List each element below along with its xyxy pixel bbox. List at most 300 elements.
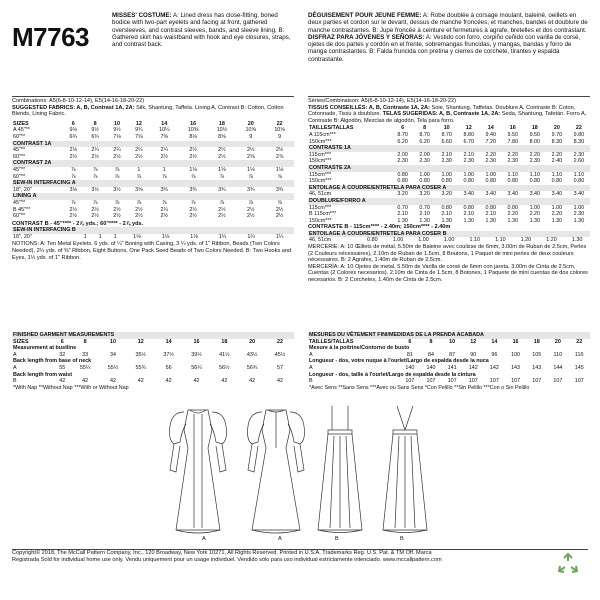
row-value: 3.20 [397, 191, 408, 198]
fabrics-fr-title: TISSUS CONSEILLÉS: A, B, Contraste 1A, 2A: [308, 104, 430, 111]
group-title: SEW-IN INTERFACING B [12, 227, 294, 234]
nap-legend: *Avec Sens **Sans Sens ***Avec ou Sans Sens *Con Pelillo **Sin Pelillo ***Con o Sin Pelillo [309, 384, 530, 391]
row-value: 1 [162, 166, 166, 173]
size-header: 10 [114, 120, 121, 127]
combinations-fr: Séries/Combinaison: A5(6-8-10-12-14), E5(14-16-18-20-22) [308, 96, 590, 105]
sketch-label-3: B [335, 536, 339, 542]
row-value: 0.70 [419, 204, 430, 211]
row-value: 2.10 [419, 211, 430, 218]
size-header: 20 [554, 338, 561, 345]
row-value: 55¼ [79, 364, 91, 371]
row-value: 2.30 [485, 158, 496, 165]
row-value: 2½ [189, 147, 197, 154]
row-value: 140 [405, 364, 415, 371]
row-value: 0.80 [419, 178, 430, 185]
row-value: 1.30 [573, 217, 585, 224]
row-value: 0.80 [551, 178, 563, 185]
measurement-subtitle-row [308, 358, 590, 365]
row-value: 1¼ [218, 233, 227, 240]
row-value: 2.30 [441, 158, 452, 165]
row-value: 2½ [218, 153, 226, 160]
size-header: 6 [408, 338, 412, 345]
row-value: 1.30 [441, 217, 452, 224]
row-value: 2.10 [485, 211, 496, 218]
row-value: 84 [428, 351, 434, 358]
row-value: 1.10 [573, 171, 585, 178]
row-value: ⅞ [248, 173, 253, 180]
row-label: A 115cm*** [309, 131, 336, 138]
description-es-text: A: Vestido con forro, corpiño ceñido con varilla de corsé, ojetes de dos partes y cordón en el frente, sobremangas fruncidas, y mangas, bandas y forro de manga contrastantes. B: Falda fruncida con pretina y cierres de corchete, tirantes y espalda contrastante. [308, 33, 581, 63]
row-value: 1⅛ [161, 233, 170, 240]
row-value: 8.70 [397, 131, 408, 138]
row-label: 115cm*** [309, 171, 332, 178]
measurement-subtitle-row [12, 372, 294, 379]
row-value: ⅞ [136, 199, 142, 206]
row-value: 1⅛ [218, 166, 226, 173]
row-value: ⅞ [219, 199, 225, 206]
row-value: 0.80 [463, 204, 474, 211]
row-label: B 115cm*** [309, 211, 337, 218]
row-value: 1.30 [397, 217, 408, 224]
row-value: 1.00 [551, 204, 563, 211]
row-value: 9⅛ [69, 127, 77, 134]
measurement-subtitle: Back length from waist [13, 371, 73, 378]
row-value: 2.10 [463, 211, 474, 218]
row-value: 7.80 [507, 138, 519, 145]
finished-title-row [308, 332, 590, 339]
nap-legend-row [308, 385, 590, 392]
sizes-header-row [12, 339, 294, 346]
row-value: 3¾ [246, 186, 255, 193]
row-value: 9.70 [551, 131, 563, 138]
sketch-label-2: A [278, 536, 282, 542]
row-value: 55 [59, 364, 66, 371]
row-value: 1.00 [443, 237, 455, 244]
group-title-row [308, 145, 590, 152]
row-value: 2¼ [91, 147, 99, 154]
right-column [308, 96, 590, 284]
row-value: 3.40 [529, 191, 541, 198]
row-value: 9½ [113, 127, 121, 134]
size-header: 8 [93, 120, 97, 127]
row-value: 3⅛ [69, 186, 77, 193]
row-value: 3¾ [218, 186, 226, 193]
row-value: 2½ [91, 206, 99, 213]
row-label: A [309, 351, 313, 358]
row-value: 140 [426, 364, 436, 371]
row-value: ⅞ [92, 199, 98, 206]
skirt-b-back-sketch [383, 406, 427, 533]
size-header: 14 [161, 120, 168, 127]
row-value: 1.00 [529, 204, 541, 211]
row-value: 0.80 [485, 204, 496, 211]
table-row [12, 352, 294, 359]
interfacing-b-table-en [12, 227, 294, 240]
row-value: 2½ [218, 147, 226, 154]
row-label: 115cm*** [309, 204, 332, 211]
row-value: ⅞ [92, 173, 98, 180]
table-row [308, 211, 590, 218]
row-value: 143 [532, 364, 542, 371]
row-value: 1 [137, 166, 141, 173]
row-value: 2.20 [507, 151, 519, 158]
description-fr [308, 12, 590, 63]
row-value: 2.30 [507, 158, 519, 165]
row-value: 42 [277, 378, 284, 385]
row-value: 107 [532, 378, 542, 385]
row-value: 2.30 [573, 151, 585, 158]
row-label: 45"** [13, 147, 26, 154]
row-value: 1.00 [463, 171, 474, 178]
size-header: 6 [60, 338, 64, 345]
row-value: 107 [574, 378, 584, 385]
size-header: 16 [509, 125, 516, 132]
left-column [12, 96, 294, 261]
row-value: 142 [468, 364, 478, 371]
row-value: 1⅛ [189, 166, 197, 173]
row-value: ⅞ [114, 173, 120, 180]
row-value: 2⅛ [69, 147, 77, 154]
row-value: 41½ [219, 351, 230, 358]
row-value: 2¼ [160, 147, 169, 154]
row-value: ⅞ [114, 166, 120, 173]
fabrics-es-text: Seda, Shantung, Tafetán. Forro A, Contraste B: Algodón, Mezclas de algodón, Tela para forro. [308, 111, 587, 124]
row-label: B [13, 378, 17, 385]
interfacing-b-table-fr [308, 231, 590, 244]
measurement-subtitle-row [12, 358, 294, 365]
measurement-subtitle: Measurement at bustline [13, 345, 77, 352]
finished-title: FINISHED GARMENT MEASUREMENTS [12, 332, 294, 339]
row-value: ⅞ [277, 199, 282, 206]
measurement-subtitle: Longueur - dos, taille à l'ourlet/Largo de espalda desde la cintura [309, 371, 476, 378]
row-value: 3.40 [573, 191, 585, 198]
table-row [308, 139, 590, 146]
size-header: 6 [401, 125, 405, 132]
row-value: 10½ [216, 127, 228, 134]
row-value: 0.80 [529, 178, 541, 185]
table-row [12, 134, 294, 141]
size-header: 12 [465, 125, 472, 132]
row-value: 45½ [274, 351, 286, 358]
row-value: 9¾ [135, 127, 143, 134]
table-row [12, 174, 294, 181]
row-value: ⅞ [248, 199, 253, 206]
row-value: 2.20 [529, 211, 541, 218]
row-value: 6¾ [91, 133, 99, 140]
size-header: 6 [71, 120, 75, 127]
row-value: 2½ [160, 153, 169, 160]
footer [12, 549, 588, 564]
contrast-b-en: CONTRAST B - 45"**** - 2⅞ yds.; 60"**** - 2⅞ yds. [12, 220, 144, 227]
row-value: 2½ [69, 153, 77, 160]
description-en-text: A: Lined dress has close-fitting, boned bodice with two-part eyelets and facing at front, gathered oversleeves, and contrast sleeves, bands, and sleeve lining. B: Gathered skirt has waistband with hook and eye closures, straps, and contrast back. [112, 12, 291, 49]
row-value: 2.40 [551, 158, 563, 165]
row-value: 96 [491, 351, 498, 358]
row-value: 100 [511, 351, 521, 358]
size-header: 20 [553, 125, 560, 132]
row-label: 45"** [13, 199, 26, 206]
row-label: 60"** [13, 173, 26, 180]
row-value: 3.20 [441, 191, 452, 198]
measurement-subtitle-row [308, 345, 590, 352]
row-value: ⅞ [92, 166, 98, 173]
size-header: 12 [137, 338, 144, 345]
row-label: A [13, 364, 17, 371]
group-title-row [308, 231, 590, 238]
row-value: ⅞ [114, 199, 120, 206]
finished-title: MESURES DU VÊTEMENT FINI/MEDIDAS DE LA PRENDA ACABADA [308, 332, 590, 339]
table-row [308, 205, 590, 212]
row-label: A [13, 351, 17, 358]
size-header: 18 [218, 120, 225, 127]
row-value: 10⅝ [245, 127, 256, 134]
fabrics-fr [308, 105, 590, 125]
row-value: 1.30 [485, 217, 496, 224]
row-value: 7⅛ [135, 133, 143, 140]
row-value: 6¾ [69, 133, 77, 140]
row-value: 2½ [135, 153, 143, 160]
row-value: 2½ [135, 213, 143, 220]
table-row [308, 132, 590, 139]
row-value: 2½ [69, 213, 77, 220]
row-value: 0.80 [507, 204, 519, 211]
row-value: 42 [109, 378, 116, 385]
group-title-row [308, 185, 590, 192]
fabrics-en [12, 105, 294, 118]
row-value: 1.00 [441, 171, 452, 178]
row-label: B 45"** [13, 206, 31, 213]
combinations-en: Combinations: A5(6-8-10-12-14), E5(14-16-18-20-22) [12, 96, 294, 105]
row-value: 2.20 [529, 151, 541, 158]
sketch-label-4: B [400, 536, 404, 542]
group-title: ENTOILAGE À COUDRE/ENTRETELA PARA COSER A [308, 185, 590, 192]
size-header: 18 [531, 125, 538, 132]
row-value: ⅞ [71, 173, 76, 180]
row-value: 1.30 [419, 217, 430, 224]
size-header: 12 [135, 120, 142, 127]
row-value: 56¾ [246, 364, 258, 371]
group-title-row [308, 198, 590, 205]
group-title: CONTRAST 1A [12, 141, 294, 148]
row-value: 105 [532, 351, 542, 358]
group-title: CONTRAST 2A [12, 160, 294, 167]
row-value: 1.00 [573, 204, 585, 211]
finished-measurements-en [12, 332, 294, 391]
row-value: 2.20 [551, 151, 563, 158]
row-value: 2½ [275, 147, 284, 154]
row-value: 1.20 [546, 237, 557, 244]
row-value: 37½ [163, 351, 174, 358]
row-value: 0.80 [441, 204, 452, 211]
row-value: 2.30 [397, 158, 408, 165]
row-value: 55¾ [135, 364, 147, 371]
row-value: 3¾ [160, 186, 169, 193]
row-value: 0.80 [463, 178, 474, 185]
row-value: 90 [470, 351, 477, 358]
size-header: 22 [576, 338, 583, 345]
row-value: 0.80 [441, 178, 452, 185]
row-value: 2½ [218, 213, 226, 220]
row-value: 8.00 [529, 138, 541, 145]
group-title-row [12, 227, 294, 234]
row-value: 0.80 [485, 178, 496, 185]
row-value: 42 [137, 378, 144, 385]
row-value: 2⅞ [275, 153, 284, 160]
row-value: 143 [511, 364, 521, 371]
row-value: 107 [553, 378, 563, 385]
sizes-label: SIZES [13, 120, 29, 127]
mercerie-fr: MERCERIE: A: 10 Œillets de métal, 5.50m de Baleine avec coulisse de 6mm, 3.00m de Ruban de 2.5cm, Perles (2 Couleurs nécessaires), 2.10m de Ruban de 1.5cm, 8 Boutons, 1 Paquet de mini perles de deux couleurs nécessaires. B: 2 Agrafes, 1.40m de Ruban de 2.5cm. [308, 244, 587, 264]
table-row [308, 152, 590, 159]
row-value: 2⅝ [246, 153, 255, 160]
row-value: 144 [553, 364, 563, 371]
size-header: 8 [83, 338, 87, 345]
row-value: ⅞ [71, 199, 76, 206]
row-value: 2½ [91, 153, 99, 160]
table-row [308, 352, 590, 359]
row-value: 2.10 [441, 211, 452, 218]
row-value: 2.20 [507, 211, 519, 218]
row-value: 107 [511, 378, 521, 385]
row-label: A 45"** [13, 127, 30, 134]
size-header: 14 [165, 338, 172, 345]
row-value: 8.30 [573, 138, 585, 145]
row-value: 7⅜ [160, 133, 169, 140]
row-value: 1¼ [275, 233, 284, 240]
table-row [12, 147, 294, 154]
group-title-row [12, 180, 294, 187]
row-value: 42 [193, 378, 200, 385]
row-value: 56½ [219, 364, 230, 371]
row-value: 8.70 [441, 131, 452, 138]
row-value: 1.30 [507, 217, 519, 224]
row-value: 2½ [246, 147, 255, 154]
group-title: DOUBLURE/FORRO A [308, 198, 590, 205]
yardage-table-en [12, 121, 294, 220]
row-value: 2½ [189, 206, 197, 213]
row-value: 3.40 [551, 191, 563, 198]
size-header: 12 [470, 338, 477, 345]
row-value: ⅞ [277, 173, 282, 180]
row-value: 2.10 [397, 211, 408, 218]
sizes-label: TAILLES/TALLAS [309, 338, 354, 345]
group-title: ENTOILAGE À COUDRE/ENTRETELA PARA COSER B [308, 231, 590, 238]
row-label: 46, 51cm [309, 237, 332, 244]
row-value: 0.70 [397, 204, 408, 211]
size-header: 10 [109, 338, 116, 345]
row-label: 150cm*** [309, 178, 332, 185]
row-value: 9.50 [507, 131, 519, 138]
row-value: 2½ [160, 213, 169, 220]
row-value: 1.20 [520, 237, 532, 244]
fabrics-es-title: TELAS SUGERIDAS: A, B, Contraste 1A, 2A: [382, 111, 501, 118]
table-row [308, 237, 590, 244]
row-value: 107 [468, 378, 478, 385]
row-value: 6.70 [463, 138, 474, 145]
row-value: 1.10 [469, 237, 480, 244]
table-row [12, 127, 294, 134]
row-value: 7.20 [485, 138, 496, 145]
row-value: 2½ [113, 206, 121, 213]
row-value: 2.10 [441, 151, 452, 158]
description-fr-title: DÉGUISEMENT POUR JEUNE FEMME: [308, 12, 422, 19]
table-row [12, 365, 294, 372]
row-value: 1.00 [419, 171, 430, 178]
table-row [12, 187, 294, 194]
row-label: 18", 20" [13, 233, 32, 240]
row-value: 6.60 [441, 138, 452, 145]
row-value: 0.80 [573, 178, 585, 185]
footer-line-1: Copyright© 2018, The McCall Pattern Company, Inc., 120 Broadway, New York 10271, All Rights Reserved. Printed in U.S.A. Trademarks Reg. U.S. Pat. & TM Off. Marca [12, 550, 432, 556]
row-label: 18", 20" [13, 186, 32, 193]
row-value: 42 [165, 378, 172, 385]
row-label: 150cm*** [309, 158, 332, 165]
row-value: 3.40 [507, 191, 519, 198]
row-value: 1 [83, 233, 87, 240]
group-title: CONTRASTE 1A [308, 145, 590, 152]
row-value: 8⅛ [189, 133, 197, 140]
row-value: 107 [489, 378, 499, 385]
row-value: 2½ [218, 206, 226, 213]
row-value: 2.30 [573, 211, 585, 218]
row-value: 107 [447, 378, 457, 385]
row-value: 0.80 [507, 178, 519, 185]
row-value: 33 [82, 351, 89, 358]
sketch-label-1: A [202, 536, 206, 542]
row-value: ⅞ [136, 173, 142, 180]
row-value: 1 [113, 233, 117, 240]
measurement-subtitle-row [12, 345, 294, 352]
table-row [12, 167, 294, 174]
row-label: 60"** [13, 153, 26, 160]
pattern-number: M7763 [12, 22, 89, 52]
size-header: 20 [249, 338, 256, 345]
row-value: 1.30 [571, 237, 583, 244]
row-value: ⅞ [162, 199, 167, 206]
row-value: 1.00 [418, 237, 429, 244]
table-row [12, 234, 294, 241]
size-header: 16 [190, 120, 197, 127]
garment-sketches [150, 400, 450, 548]
size-header: 10 [443, 125, 450, 132]
row-label: A [309, 364, 313, 371]
group-title: LINING A [12, 193, 294, 200]
row-value: 2.10 [463, 151, 474, 158]
table-row [12, 378, 294, 385]
row-label: 115cm*** [309, 151, 332, 158]
table-row [12, 200, 294, 207]
row-label: 46, 51cm [309, 191, 332, 198]
row-value: 87 [449, 351, 456, 358]
yardage-table-fr [308, 125, 590, 224]
description-fr-text: A: Robe doublée à corsage moulant, baleiné, oeillets en deux parties et cordon sur le devant, dessus de manche froncées, et manches, bandes et doublure de manche contrastantes. B: Jupe froncée à ceinture et fermetures à agrafe, bretelles et dos contrastant. [308, 12, 588, 34]
row-value: 3⅝ [135, 186, 143, 193]
row-label: 60"** [13, 213, 26, 220]
table-row [308, 158, 590, 165]
row-value: 8⅝ [218, 133, 226, 140]
row-value: 2¼ [135, 147, 143, 154]
row-value: 2½ [113, 213, 121, 220]
row-value: 145 [574, 364, 584, 371]
row-value: 9 [278, 133, 282, 140]
row-value: 107 [405, 378, 415, 385]
group-title: SEW-IN INTERFACING A [12, 180, 294, 187]
row-value: 34 [109, 351, 116, 358]
table-row [308, 365, 590, 372]
size-header: 22 [277, 338, 284, 345]
row-value: 2½ [189, 153, 197, 160]
row-value: 2.20 [485, 151, 496, 158]
